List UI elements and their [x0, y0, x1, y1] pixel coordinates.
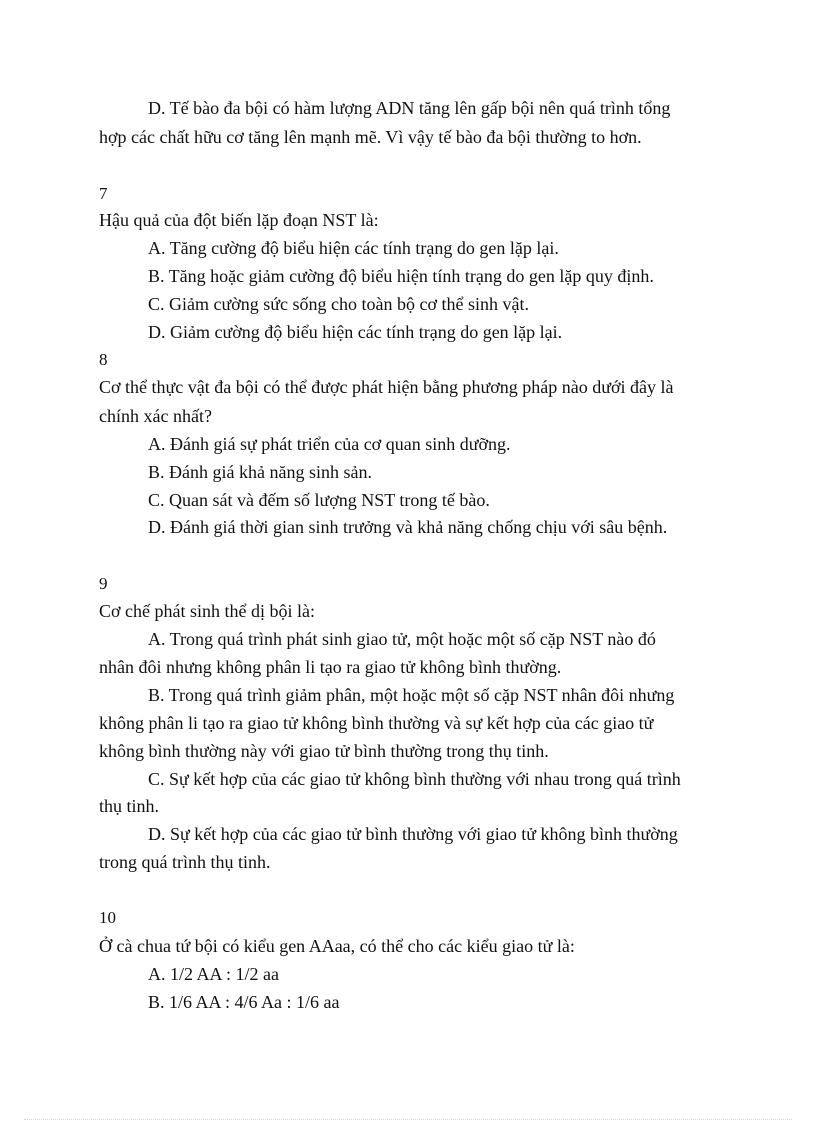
q8-option-c: C. Quan sát và đếm số lượng NST trong tế bào. [148, 490, 490, 510]
q7-option-b: B. Tăng hoặc giảm cường độ biểu hiện tính trạng do gen lặp quy định. [148, 266, 654, 286]
q8-option-d: D. Đánh giá thời gian sinh trưởng và khả năng chống chịu với sâu bệnh. [148, 517, 668, 537]
q9-option-b-line2: không phân li tạo ra giao tử không bình thường và sự kết hợp của các giao tử [99, 713, 654, 733]
q7-option-a: A. Tăng cường độ biểu hiện các tính trạng do gen lặp lại. [148, 238, 559, 258]
q9-option-d-line2: trong quá trình thụ tinh. [99, 852, 271, 872]
q6-option-d-line1: D. Tế bào đa bội có hàm lượng ADN tăng lên gấp bội nên quá trình tổng [148, 98, 671, 118]
q7-question: Hậu quả của đột biến lặp đoạn NST là: [99, 210, 379, 230]
q10-option-a: A. 1/2 AA : 1/2 aa [148, 964, 279, 984]
q10-question: Ở cà chua tứ bội có kiểu gen AAaa, có thể cho các kiểu giao tử là: [99, 936, 575, 956]
q6-option-d-line2: hợp các chất hữu cơ tăng lên mạnh mẽ. Vì vậy tế bào đa bội thường to hơn. [99, 127, 642, 147]
q9-option-a-line2: nhân đôi nhưng không phân li tạo ra giao tử không bình thường. [99, 657, 562, 677]
q9-number: 9 [99, 574, 108, 593]
q7-option-d: D. Giảm cường độ biểu hiện các tính trạng do gen lặp lại. [148, 322, 563, 342]
q7-option-c: C. Giảm cường sức sống cho toàn bộ cơ thể sinh vật. [148, 294, 529, 314]
q10-option-b: B. 1/6 AA : 4/6 Aa : 1/6 aa [148, 992, 340, 1012]
q9-question: Cơ chế phát sinh thể dị bội là: [99, 601, 315, 621]
q8-option-a: A. Đánh giá sự phát triển của cơ quan sinh dưỡng. [148, 434, 511, 454]
q10-number: 10 [99, 908, 116, 927]
page-bottom-rule [24, 1119, 792, 1120]
q9-option-c-line1: C. Sự kết hợp của các giao tử không bình thường với nhau trong quá trình [148, 769, 681, 789]
q9-option-a-line1: A. Trong quá trình phát sinh giao tử, một hoặc một số cặp NST nào đó [148, 629, 656, 649]
q9-option-b-line1: B. Trong quá trình giảm phân, một hoặc một số cặp NST nhân đôi nhưng [148, 685, 675, 705]
q8-number: 8 [99, 350, 108, 369]
q9-option-c-line2: thụ tinh. [99, 796, 160, 816]
q7-number: 7 [99, 184, 108, 203]
q8-option-b: B. Đánh giá khả năng sinh sản. [148, 462, 372, 482]
q9-option-d-line1: D. Sự kết hợp của các giao tử bình thường với giao tử không bình thường [148, 824, 678, 844]
q9-option-b-line3: không bình thường này với giao tử bình thường trong thụ tinh. [99, 741, 549, 761]
q8-question-line2: chính xác nhất? [99, 406, 212, 426]
q8-question-line1: Cơ thể thực vật đa bội có thể được phát hiện bằng phương pháp nào dưới đây là [99, 377, 674, 397]
